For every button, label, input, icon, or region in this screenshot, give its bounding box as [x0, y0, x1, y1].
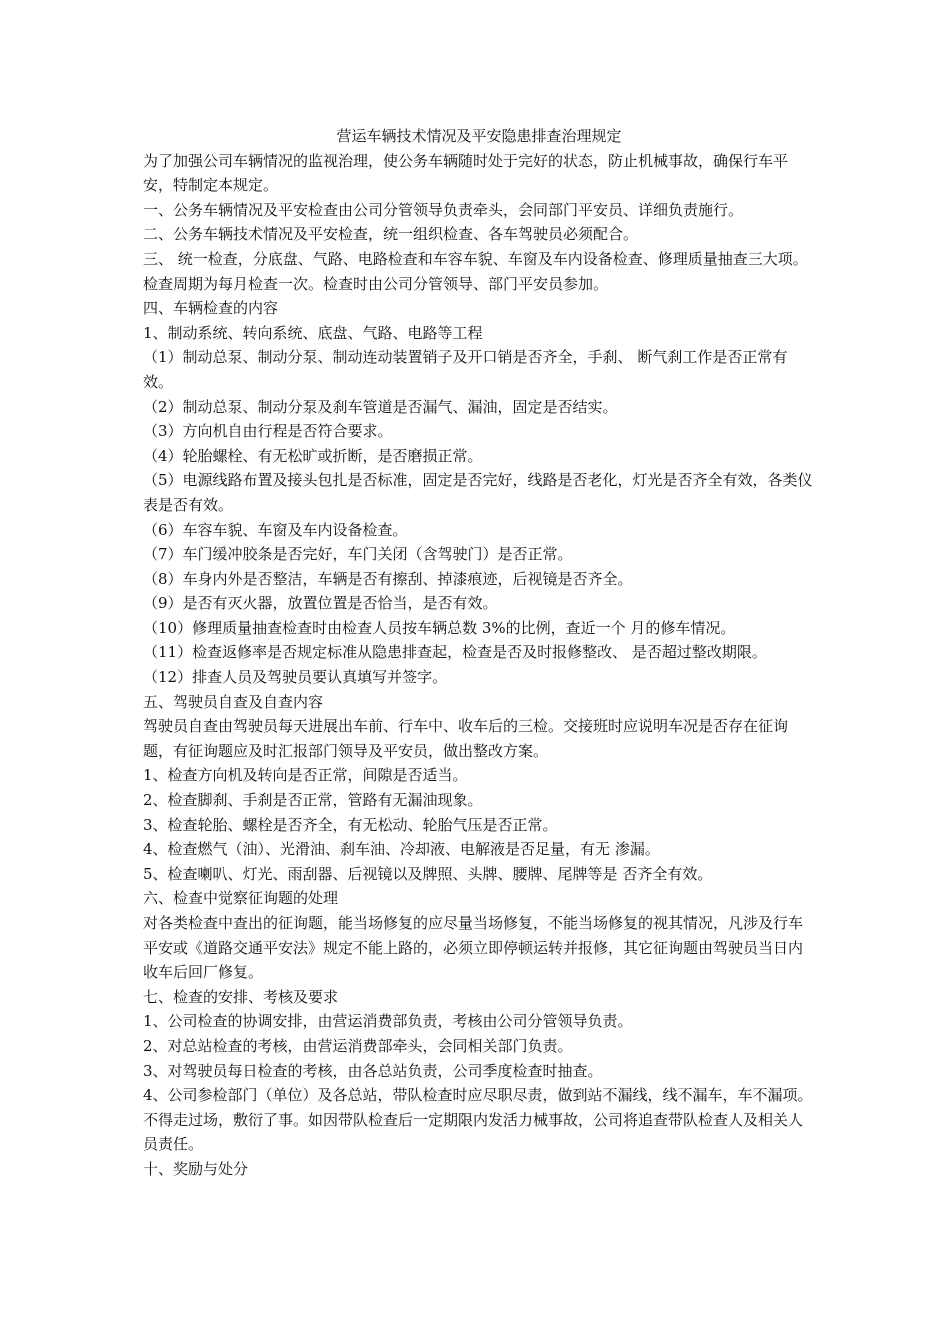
paragraph: 3、对驾驶员每日检查的考核，由各总站负责，公司季度检查时抽查。: [143, 1061, 603, 1080]
paragraph: （7）车门缓冲胶条是否完好，车门关闭（含驾驶门）是否正常。: [143, 545, 573, 564]
paragraph: 为了加强公司车辆情况的监视治理，使公务车辆随时处于完好的状态，防止机械事故，确保行车平安，特制定本规定。: [143, 151, 789, 195]
paragraph: 一、公务车辆情况及平安检查由公司分管领导负责牵头，会同部门平安员、详细负责施行。: [143, 200, 744, 219]
paragraph: （5）电源线路布置及接头包扎是否标准，固定是否完好，线路是否老化，灯光是否齐全有效，各类仪表是否有效。: [143, 471, 813, 514]
paragraph: 七、检查的安排、考核及要求: [143, 987, 339, 1006]
paragraph: （10）修理质量抽查检查时由检查人员按车辆总数 3%的比例，查近一个 月的修车情况。: [143, 618, 736, 637]
paragraph: 3、检查轮胎、螺栓是否齐全，有无松动、轮胎气压是否正常。: [143, 815, 558, 834]
paragraph: （1）制动总泵、制动分泵、制动连动装置销子及开口销是否齐全，手刹、 断气刹工作是否正常有效。: [143, 348, 788, 391]
paragraph: 1、检查方向机及转向是否正常，间隙是否适当。: [143, 766, 468, 785]
paragraph: 1、制动系统、转向系统、底盘、气路、电路等工程: [143, 323, 483, 342]
paragraph: 2、检查脚刹、手刹是否正常，管路有无漏油现象。: [143, 791, 483, 810]
paragraph: 4、公司参检部门（单位）及各总站，带队检查时应尽职尽责，做到站不漏线，线不漏车，车不漏项。不得走过场，敷衍了事。如因带队检查后一定期限内发活力械事故，公司将追查带队检查人及相关人员责任。: [143, 1086, 813, 1154]
paragraph: 二、公务车辆技术情况及平安检查，统一组织检查、各车驾驶员必须配合。: [143, 225, 639, 244]
paragraph-list: [143, 149, 815, 1182]
paragraph: 驾驶员自查由驾驶员每天进展出车前、行车中、收车后的三检。交接班时应说明车况是否存在征询题，有征询题应及时汇报部门领导及平安员，做出整改方案。: [143, 717, 789, 760]
paragraph: 5、检查喇叭、灯光、雨刮器、后视镜以及牌照、头牌、腰牌、尾牌等是 否齐全有效。: [143, 864, 713, 883]
paragraph: （12）排查人员及驾驶员要认真填写并签字。: [143, 668, 448, 687]
paragraph: （3）方向机自由行程是否符合要求。: [143, 422, 393, 441]
document-body: [143, 124, 815, 1182]
paragraph: 三、 统一检查，分底盘、气路、电路检查和车容车貌、车窗及车内设备检查、修理质量抽查三大项。检查周期为每月检查一次。检查时由公司分管领导、部门平安员参加。: [143, 249, 808, 293]
paragraph: （6）车容车貌、车窗及车内设备检查。: [143, 520, 408, 539]
paragraph: 对各类检查中查出的征询题，能当场修复的应尽量当场修复，不能当场修复的视其情况，凡涉及行车平安或《道路交通平安法》规定不能上路的，必须立即停顿运转并报修，其它征询题由驾驶员当日内收车后回厂修复。: [143, 914, 804, 982]
paragraph: 1、公司检查的协调安排，由营运消费部负责，考核由公司分管领导负责。: [143, 1012, 633, 1031]
paragraph: （4）轮胎螺栓、有无松旷或折断，是否磨损正常。: [143, 446, 483, 465]
paragraph: 4、检查燃气（油）、光滑油、刹车油、冷却液、电解液是否足量，有无 渗漏。: [143, 840, 660, 859]
paragraph: 2、对总站检查的考核，由营运消费部牵头，会同相关部门负责。: [143, 1036, 573, 1055]
paragraph: 六、检查中觉察征询题的处理: [143, 889, 339, 908]
document-title: 营运车辆技术情况及平安隐患排查治理规定: [336, 127, 622, 145]
paragraph: （2）制动总泵、制动分泵及刹车管道是否漏气、漏油，固定是否结实。: [143, 397, 618, 416]
paragraph: 十、奖励与处分: [143, 1159, 249, 1178]
paragraph: （11）检查返修率是否规定标准从隐患排查起，检查是否及时报修整改、 是否超过整改期限。: [143, 643, 767, 662]
paragraph: 五、驾驶员自查及自查内容: [143, 692, 324, 711]
paragraph: （9）是否有灭火器，放置位置是否恰当，是否有效。: [143, 594, 498, 613]
paragraph: （8）车身内外是否整洁，车辆是否有擦刮、掉漆痕迹，后视镜是否齐全。: [143, 569, 633, 588]
paragraph: 四、车辆检查的内容: [143, 299, 279, 318]
